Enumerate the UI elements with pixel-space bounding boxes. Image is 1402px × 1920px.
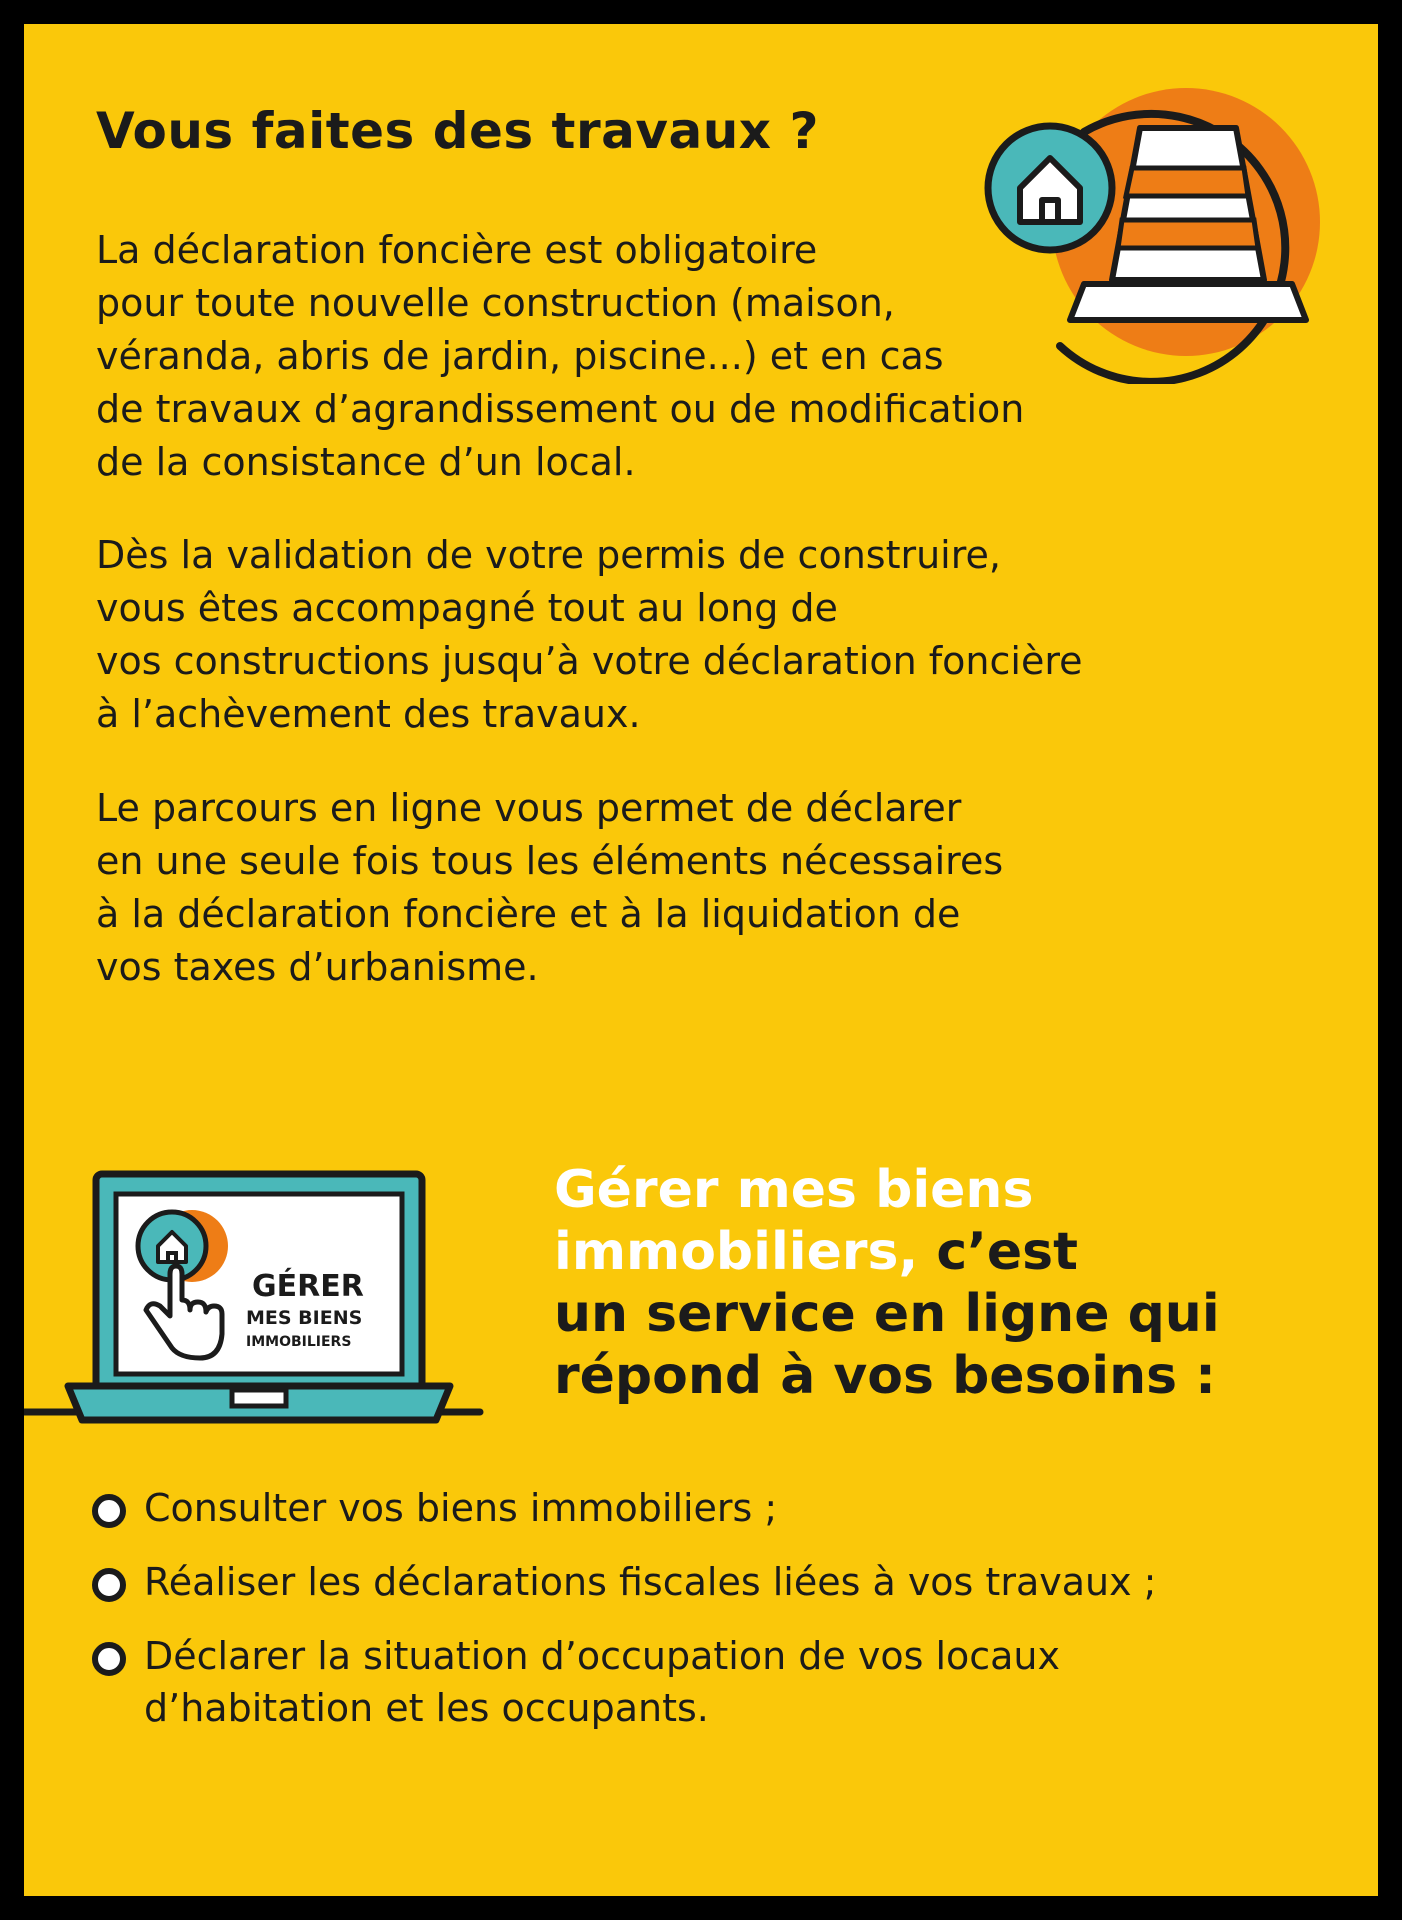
paragraph-line: vos taxes d’urbanisme. xyxy=(96,945,539,989)
circle-bullet-icon xyxy=(92,1494,126,1528)
laptop-illustration xyxy=(24,1134,494,1434)
list-item-text: Réaliser les déclarations fiscales liées à vos travaux ; xyxy=(144,1560,1157,1604)
paragraph-obligation xyxy=(96,224,1024,489)
service-text: un service en ligne qui xyxy=(554,1284,1220,1344)
paragraph-line: véranda, abris de jardin, piscine...) et en cas xyxy=(96,334,944,378)
circle-bullet-icon xyxy=(92,1642,126,1676)
service-headline xyxy=(554,1159,1220,1407)
paragraph-line: vous êtes accompagné tout au long de xyxy=(96,586,838,630)
paragraph-online xyxy=(96,782,1003,994)
logo-line-2: MES BIENS xyxy=(246,1307,363,1329)
page-title: Vous faites des travaux ? xyxy=(96,102,819,160)
paragraph-line: à l’achèvement des travaux. xyxy=(96,692,641,736)
list-item xyxy=(92,1482,1156,1534)
page-panel xyxy=(24,24,1378,1896)
paragraph-line: Le parcours en ligne vous permet de déclarer xyxy=(96,786,962,830)
service-line xyxy=(554,1221,1220,1283)
paragraph-line: Dès la validation de votre permis de construire, xyxy=(96,533,1001,577)
service-text: répond à vos besoins : xyxy=(554,1346,1216,1406)
service-text: c’est xyxy=(918,1222,1078,1282)
list-item-text: Consulter vos biens immobiliers ; xyxy=(144,1486,778,1530)
paragraph-line: en une seule fois tous les éléments nécessaires xyxy=(96,839,1004,883)
paragraph-line: La déclaration foncière est obligatoire xyxy=(96,228,818,272)
logo-line-3: IMMOBILIERS xyxy=(246,1334,352,1350)
paragraph-line: de la consistance d’un local. xyxy=(96,440,636,484)
needs-list xyxy=(92,1482,1156,1756)
logo-line-1: GÉRER xyxy=(252,1269,364,1304)
paragraph-accompaniment xyxy=(96,529,1083,741)
circle-bullet-icon xyxy=(92,1568,126,1602)
paragraph-line: à la déclaration foncière et à la liquidation de xyxy=(96,892,961,936)
laptop-trackpad xyxy=(232,1390,286,1406)
list-item xyxy=(92,1630,1156,1734)
service-highlight: immobiliers, xyxy=(554,1222,919,1282)
list-item-text: Déclarer la situation d’occupation de vos locaux xyxy=(144,1634,1061,1678)
paragraph-line: de travaux d’agrandissement ou de modification xyxy=(96,387,1025,431)
paragraph-line: pour toute nouvelle construction (maison, xyxy=(96,281,895,325)
list-item-text: d’habitation et les occupants. xyxy=(144,1686,709,1730)
paragraph-line: vos constructions jusqu’à votre déclaration foncière xyxy=(96,639,1083,683)
list-item xyxy=(92,1556,1156,1608)
service-highlight: Gérer mes biens xyxy=(554,1160,1034,1220)
